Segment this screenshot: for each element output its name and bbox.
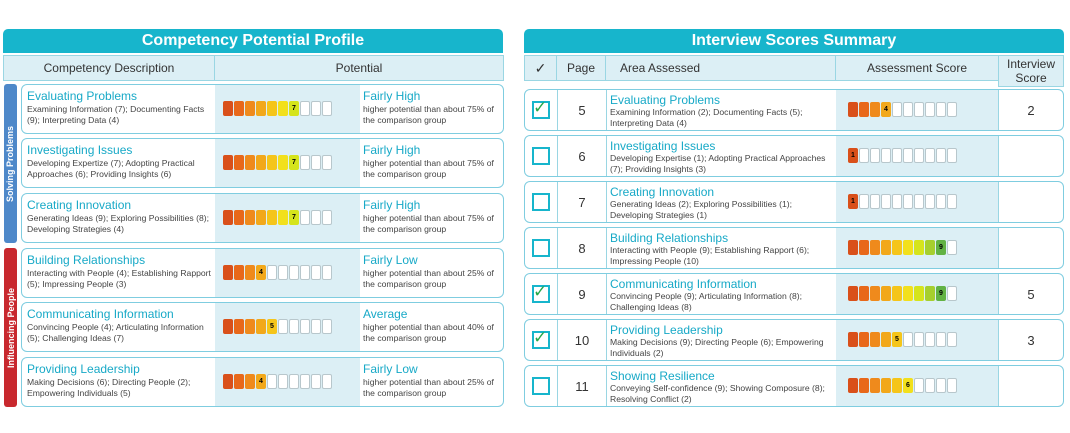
checkmark-icon: ✓ <box>533 328 548 348</box>
score-box <box>870 378 880 393</box>
score-box <box>223 210 233 225</box>
score-box <box>947 148 957 163</box>
score-box <box>234 101 244 116</box>
interview-checkbox[interactable] <box>532 147 550 165</box>
score-box <box>892 148 902 163</box>
score-boxes <box>848 102 957 117</box>
score-box <box>859 102 869 117</box>
score-box <box>256 155 266 170</box>
score-box <box>892 286 902 301</box>
score-box <box>936 148 946 163</box>
score-box <box>936 194 946 209</box>
score-box <box>267 374 277 389</box>
score-box <box>256 210 266 225</box>
score-box: 4 <box>881 102 891 117</box>
score-box <box>947 102 957 117</box>
area-description: Interacting with People (9); Establishing Rapport (6); Impressing People (10) <box>610 245 810 266</box>
score-box <box>881 148 891 163</box>
score-box <box>234 374 244 389</box>
area-title: Providing Leadership <box>610 323 723 337</box>
score-box <box>859 286 869 301</box>
score-box <box>925 148 935 163</box>
score-box <box>892 194 902 209</box>
score-box: 5 <box>267 319 277 334</box>
potential-score-cell <box>215 303 360 351</box>
score-box <box>300 101 310 116</box>
potential-description: higher potential than about 25% of the comparison group <box>363 268 494 289</box>
score-boxes <box>223 265 332 280</box>
assessment-score-cell <box>836 274 998 314</box>
competency-row <box>21 357 504 407</box>
score-box <box>223 265 233 280</box>
score-box: 4 <box>256 265 266 280</box>
assessment-score-cell <box>836 182 998 222</box>
potential-description: higher potential than about 25% of the comparison group <box>363 377 494 398</box>
score-boxes <box>848 194 957 209</box>
score-box <box>848 286 858 301</box>
competency-title: Evaluating Problems <box>27 89 138 103</box>
score-box <box>848 240 858 255</box>
interview-scores-panel <box>524 29 1064 53</box>
area-description: Developing Expertise (1); Adopting Practical Approaches (7); Providing Insights (3) <box>610 153 826 174</box>
competency-description: Making Decisions (6); Directing People (2); Empowering Individuals (5) <box>27 377 191 398</box>
score-box <box>892 102 902 117</box>
score-box <box>947 240 957 255</box>
page-number: 9 <box>578 286 586 302</box>
score-box <box>870 194 880 209</box>
interview-row <box>524 319 1064 361</box>
interview-score[interactable]: 5 <box>1027 286 1035 302</box>
potential-description: higher potential than about 75% of the comparison group <box>363 104 494 125</box>
score-box <box>881 240 891 255</box>
score-box <box>914 240 924 255</box>
interview-score[interactable] <box>999 136 1063 176</box>
column-divider <box>606 136 607 176</box>
score-box <box>223 374 233 389</box>
column-divider <box>606 320 607 360</box>
score-box <box>870 286 880 301</box>
score-box: 7 <box>289 210 299 225</box>
interview-checkbox[interactable] <box>532 98 550 119</box>
page-number: 8 <box>578 240 586 256</box>
potential-level: Fairly Low <box>363 253 418 267</box>
interview-row <box>524 365 1064 407</box>
score-boxes <box>223 101 332 116</box>
competency-title: Creating Innovation <box>27 198 132 212</box>
competency-profile-panel <box>3 29 503 53</box>
score-boxes <box>223 210 332 225</box>
interview-row <box>524 227 1064 269</box>
panel-title: Competency Potential Profile <box>3 29 503 53</box>
competency-description: Developing Expertize (7); Adopting Practical Approaches (6); Providing Insights (6) <box>27 158 195 179</box>
score-boxes <box>848 286 957 301</box>
score-boxes <box>223 155 332 170</box>
panel-title: Interview Scores Summary <box>524 29 1064 53</box>
score-boxes <box>223 319 332 334</box>
score-box <box>267 265 277 280</box>
score-box <box>903 148 913 163</box>
assessment-score-cell <box>836 320 998 360</box>
potential-score-cell <box>215 139 360 187</box>
score-box <box>881 378 891 393</box>
score-box <box>881 286 891 301</box>
score-box <box>300 210 310 225</box>
score-box <box>311 374 321 389</box>
score-box <box>859 148 869 163</box>
competency-row <box>21 248 504 298</box>
interview-score[interactable] <box>999 228 1063 268</box>
score-box <box>322 374 332 389</box>
competency-row <box>21 138 504 188</box>
assessment-score-cell <box>836 136 998 176</box>
score-box <box>914 286 924 301</box>
score-box <box>881 332 891 347</box>
score-box <box>300 265 310 280</box>
score-box <box>322 319 332 334</box>
potential-description: higher potential than about 75% of the comparison group <box>363 158 494 179</box>
score-box <box>245 155 255 170</box>
score-box <box>256 319 266 334</box>
score-box <box>278 319 288 334</box>
competency-row <box>21 193 504 243</box>
score-box <box>870 332 880 347</box>
score-box <box>267 101 277 116</box>
area-description: Conveying Self-confidence (9); Showing Composure (8); Resolving Conflict (2) <box>610 383 825 404</box>
score-box <box>245 101 255 116</box>
score-box <box>300 374 310 389</box>
score-box <box>914 102 924 117</box>
competency-description: Generating Ideas (9); Exploring Possibilities (8); Developing Strategies (4) <box>27 213 209 234</box>
score-box <box>914 332 924 347</box>
potential-level: Fairly High <box>363 198 421 212</box>
interview-row <box>524 135 1064 177</box>
score-box <box>870 240 880 255</box>
score-box <box>311 265 321 280</box>
potential-description: higher potential than about 40% of the comparison group <box>363 322 494 343</box>
score-boxes <box>848 240 957 255</box>
page-number: 10 <box>574 332 590 348</box>
score-box <box>267 155 277 170</box>
competency-row <box>21 84 504 134</box>
potential-description: higher potential than about 75% of the comparison group <box>363 213 494 234</box>
competency-description: Interacting with People (4); Establishing Rapport (5); Impressing People (3) <box>27 268 211 289</box>
area-title: Investigating Issues <box>610 139 716 153</box>
score-box: 1 <box>848 148 858 163</box>
score-box: 9 <box>936 240 946 255</box>
area-title: Communicating Information <box>610 277 757 291</box>
score-box <box>234 155 244 170</box>
score-box <box>936 378 946 393</box>
group-label-text: Solving Problems <box>5 125 16 202</box>
score-box <box>859 240 869 255</box>
page-number: 7 <box>578 194 586 210</box>
score-box <box>223 101 233 116</box>
potential-level: Average <box>363 307 408 321</box>
score-box: 7 <box>289 155 299 170</box>
potential-level: Fairly Low <box>363 362 418 376</box>
score-box <box>234 319 244 334</box>
score-box <box>914 148 924 163</box>
score-box <box>322 155 332 170</box>
interview-score[interactable]: 3 <box>1027 332 1035 348</box>
header-potential: Potential <box>214 55 504 81</box>
score-box <box>311 101 321 116</box>
score-box <box>289 374 299 389</box>
area-title: Evaluating Problems <box>610 93 721 107</box>
score-box <box>322 265 332 280</box>
score-box <box>289 265 299 280</box>
score-box <box>892 240 902 255</box>
column-divider <box>606 90 607 130</box>
header-assessment-score: Assessment Score <box>835 55 999 81</box>
area-description: Making Decisions (9); Directing People (6); Empowering Individuals (2) <box>610 337 824 358</box>
score-box <box>289 319 299 334</box>
score-box <box>870 102 880 117</box>
score-box <box>859 332 869 347</box>
interview-score[interactable] <box>999 182 1063 222</box>
score-box <box>936 332 946 347</box>
potential-level: Fairly High <box>363 89 421 103</box>
area-title: Building Relationships <box>610 231 729 245</box>
score-box <box>278 374 288 389</box>
score-box: 6 <box>903 378 913 393</box>
score-box <box>278 210 288 225</box>
score-box: 7 <box>289 101 299 116</box>
interview-checkbox[interactable] <box>532 282 550 303</box>
assessment-score-cell <box>836 366 998 406</box>
area-description: Examining Information (2); Documenting Facts (5); Interpreting Data (4) <box>610 107 803 128</box>
score-box <box>903 102 913 117</box>
area-description: Convincing People (9); Articulating Information (8); Challenging Ideas (8) <box>610 291 803 312</box>
score-box <box>903 194 913 209</box>
competency-title: Building Relationships <box>27 253 146 267</box>
interview-row <box>524 181 1064 223</box>
column-divider <box>606 274 607 314</box>
area-title: Showing Resilience <box>610 369 715 383</box>
score-box <box>245 374 255 389</box>
score-box: 5 <box>892 332 902 347</box>
page-number: 11 <box>575 378 589 394</box>
score-box <box>925 194 935 209</box>
score-box <box>925 286 935 301</box>
score-box <box>859 194 869 209</box>
group-label <box>4 248 17 407</box>
assessment-score-cell <box>836 90 998 130</box>
score-box <box>903 240 913 255</box>
page-number: 6 <box>578 148 586 164</box>
competency-title: Communicating Information <box>27 307 174 321</box>
interview-checkbox[interactable] <box>532 328 550 349</box>
score-box <box>311 319 321 334</box>
score-box <box>859 378 869 393</box>
score-box <box>870 148 880 163</box>
score-box: 4 <box>256 374 266 389</box>
score-box <box>848 378 858 393</box>
interview-checkbox[interactable] <box>532 239 550 257</box>
interview-checkbox[interactable] <box>532 193 550 211</box>
assessment-score-cell <box>836 228 998 268</box>
potential-score-cell <box>215 249 360 297</box>
score-box <box>947 194 957 209</box>
potential-score-cell <box>215 358 360 406</box>
checkmark-icon: ✓ <box>533 98 548 118</box>
score-box <box>311 210 321 225</box>
competency-description: Convincing People (4); Articulating Information (5); Challenging Ideas (7) <box>27 322 204 343</box>
score-box <box>300 319 310 334</box>
potential-score-cell <box>215 85 360 133</box>
score-box <box>245 265 255 280</box>
potential-score-cell <box>215 194 360 242</box>
score-box <box>300 155 310 170</box>
header-check: ✓ <box>524 55 557 81</box>
score-box <box>848 102 858 117</box>
interview-score[interactable] <box>999 366 1063 406</box>
competency-row <box>21 302 504 352</box>
score-box <box>245 319 255 334</box>
score-box <box>947 378 957 393</box>
score-box <box>925 240 935 255</box>
score-box <box>848 332 858 347</box>
column-divider <box>606 228 607 268</box>
score-box <box>936 102 946 117</box>
header-competency-description: Competency Description <box>3 55 215 81</box>
header-page: Page <box>556 55 606 81</box>
group-label <box>4 84 17 243</box>
score-box <box>322 101 332 116</box>
area-title: Creating Innovation <box>610 185 715 199</box>
score-box: 1 <box>848 194 858 209</box>
score-box <box>234 265 244 280</box>
header-area-assessed: Area Assessed <box>605 55 836 81</box>
interview-checkbox[interactable] <box>532 377 550 395</box>
score-box <box>223 155 233 170</box>
column-divider <box>606 182 607 222</box>
score-boxes <box>223 374 332 389</box>
score-box <box>245 210 255 225</box>
score-box <box>914 378 924 393</box>
area-description: Generating Ideas (2); Exploring Possibilities (1); Developing Strategies (1) <box>610 199 792 220</box>
header-interview-score: Interview Score <box>998 55 1064 87</box>
score-box <box>234 210 244 225</box>
group-label-text: Influencing People <box>5 287 16 368</box>
score-box <box>925 102 935 117</box>
column-divider <box>606 366 607 406</box>
competency-title: Investigating Issues <box>27 143 133 157</box>
score-box <box>903 332 913 347</box>
score-box <box>892 378 902 393</box>
score-box: 9 <box>936 286 946 301</box>
score-box <box>278 155 288 170</box>
competency-description: Examining Information (7); Documenting Facts (9); Interpreting Data (4) <box>27 104 205 125</box>
page-number: 5 <box>578 102 586 118</box>
score-box <box>925 332 935 347</box>
score-box <box>947 286 957 301</box>
score-boxes <box>848 378 957 393</box>
score-box <box>278 265 288 280</box>
score-box <box>925 378 935 393</box>
score-box <box>881 194 891 209</box>
score-box <box>947 332 957 347</box>
score-box <box>256 101 266 116</box>
score-boxes <box>848 148 957 163</box>
score-box <box>278 101 288 116</box>
checkmark-icon: ✓ <box>533 282 548 302</box>
score-box <box>267 210 277 225</box>
score-boxes <box>848 332 957 347</box>
score-box <box>903 286 913 301</box>
score-box <box>311 155 321 170</box>
competency-title: Providing Leadership <box>27 362 140 376</box>
score-box <box>914 194 924 209</box>
potential-level: Fairly High <box>363 143 421 157</box>
interview-row <box>524 89 1064 131</box>
score-box <box>223 319 233 334</box>
score-box <box>322 210 332 225</box>
interview-row <box>524 273 1064 315</box>
interview-score[interactable]: 2 <box>1027 102 1035 118</box>
